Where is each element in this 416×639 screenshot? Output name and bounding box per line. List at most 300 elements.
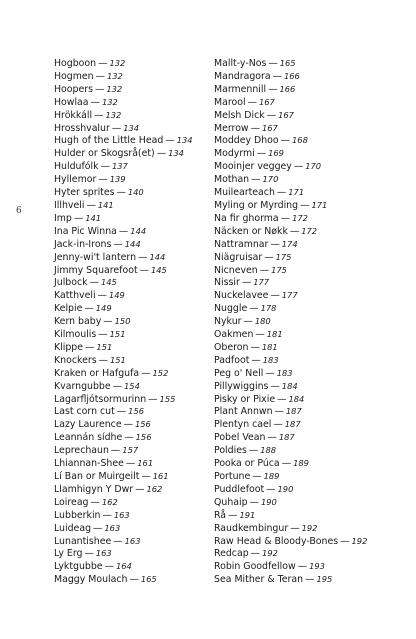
index-term: Mooinjer veggey xyxy=(214,161,292,173)
em-dash-separator: — xyxy=(228,509,238,521)
index-term: Huldufólk xyxy=(54,161,99,173)
index-entry xyxy=(214,199,410,212)
em-dash-separator: — xyxy=(113,238,123,250)
em-dash-separator: — xyxy=(248,445,259,457)
index-entry xyxy=(214,483,410,496)
index-term: Julbock xyxy=(54,277,88,289)
index-entry xyxy=(214,457,410,470)
page-reference: 161 xyxy=(152,471,169,481)
page-reference: 149 xyxy=(108,290,125,301)
index-entry xyxy=(54,225,214,238)
em-dash-separator: — xyxy=(102,509,112,521)
index-entry xyxy=(214,264,410,277)
index-entry xyxy=(54,251,214,264)
page-reference: 175 xyxy=(275,251,292,262)
index-entry xyxy=(54,483,214,496)
em-dash-separator: — xyxy=(86,199,96,211)
index-entry xyxy=(54,457,214,470)
page-reference: 132 xyxy=(101,96,118,107)
index-entry xyxy=(214,380,410,393)
page-reference: 140 xyxy=(127,187,144,198)
index-term: Nattramnar xyxy=(214,238,269,250)
page-reference: 145 xyxy=(151,264,167,275)
index-entry xyxy=(214,418,410,431)
index-term: Lagarfljótsormurinn xyxy=(54,393,147,405)
index-entry xyxy=(214,328,410,341)
em-dash-separator: — xyxy=(156,148,167,160)
index-entry xyxy=(214,134,410,147)
index-entry xyxy=(214,96,410,109)
index-term: Pobel Vean xyxy=(214,432,266,444)
index-entry xyxy=(214,212,410,225)
index-entry xyxy=(214,560,410,573)
em-dash-separator: — xyxy=(268,83,278,95)
em-dash-separator: — xyxy=(250,548,261,560)
index-term: Pooka or Púca xyxy=(214,458,280,470)
em-dash-separator: — xyxy=(129,574,139,586)
index-term: Loireag xyxy=(54,496,89,508)
index-entry xyxy=(54,109,214,122)
index-term: Hogboon xyxy=(54,58,97,69)
page-reference: 180 xyxy=(254,316,271,327)
index-term: Lunantishee xyxy=(54,535,112,547)
index-entry xyxy=(214,444,410,457)
page-reference: 132 xyxy=(105,109,122,120)
index-term: Kelpie xyxy=(54,303,83,315)
page-reference: 166 xyxy=(279,83,296,94)
page-reference: 139 xyxy=(109,174,126,185)
em-dash-separator: — xyxy=(139,264,149,276)
page-reference: 187 xyxy=(284,419,301,430)
page-reference: 181 xyxy=(261,341,278,352)
index-entry xyxy=(214,173,410,186)
em-dash-separator: — xyxy=(251,354,261,366)
index-entry xyxy=(54,328,214,341)
em-dash-separator: — xyxy=(276,187,287,199)
em-dash-separator: — xyxy=(249,496,259,508)
page-reference: 177 xyxy=(253,277,270,288)
em-dash-separator: — xyxy=(116,406,127,418)
page-reference: 141 xyxy=(97,199,114,210)
page-reference: 187 xyxy=(285,406,302,417)
index-term: Peg o' Nell xyxy=(214,367,264,379)
index-entry xyxy=(54,276,214,289)
em-dash-separator: — xyxy=(141,367,151,379)
index-term: Lhiannan-Shee xyxy=(54,458,124,470)
page-reference: 166 xyxy=(284,70,300,81)
index-term: Portune xyxy=(214,471,251,482)
em-dash-separator: — xyxy=(300,199,310,211)
index-entry xyxy=(214,160,410,173)
index-term: Myling or Myrding xyxy=(214,199,299,211)
page-reference: 144 xyxy=(130,225,147,236)
em-dash-separator: — xyxy=(241,277,252,289)
page-reference: 151 xyxy=(109,329,126,340)
index-entry xyxy=(54,405,214,418)
index-term: Näcken or Nøkk xyxy=(214,225,288,237)
index-term: Raudkembingur xyxy=(214,522,289,534)
em-dash-separator: — xyxy=(255,329,265,341)
em-dash-separator: — xyxy=(111,122,122,134)
em-dash-separator: — xyxy=(293,161,304,173)
index-term: Hrosshvalur xyxy=(54,122,110,134)
em-dash-separator: — xyxy=(110,445,121,457)
page-reference: 195 xyxy=(316,574,333,585)
em-dash-separator: — xyxy=(84,548,94,560)
page-reference: 163 xyxy=(113,509,130,520)
index-entry xyxy=(54,173,214,186)
index-term: Maggy Moulach xyxy=(54,574,128,586)
index-entry xyxy=(54,96,214,109)
page-reference: 163 xyxy=(124,535,141,546)
index-term: Katthveli xyxy=(54,290,96,302)
index-term: Ina Pic Winna xyxy=(54,225,117,237)
index-entry xyxy=(54,134,214,147)
page-reference: 190 xyxy=(260,496,277,507)
em-dash-separator: — xyxy=(100,161,110,173)
page-reference: 161 xyxy=(137,458,154,469)
page-reference: 155 xyxy=(159,393,176,404)
index-entry xyxy=(214,70,410,83)
index-term: Hogmen xyxy=(54,70,94,82)
em-dash-separator: — xyxy=(98,329,108,341)
em-dash-separator: — xyxy=(280,212,291,224)
em-dash-separator: — xyxy=(270,238,280,250)
em-dash-separator: — xyxy=(94,83,105,95)
index-term: Plant Annwn xyxy=(214,406,273,418)
index-term: Luideag xyxy=(54,522,92,534)
em-dash-separator: — xyxy=(252,471,262,482)
index-entry xyxy=(54,147,214,160)
page-reference: 178 xyxy=(260,303,277,314)
index-term: Klippe xyxy=(54,341,84,353)
index-term: Howlaa xyxy=(54,96,89,108)
index-term: Kilmoulis xyxy=(54,329,97,341)
em-dash-separator: — xyxy=(97,290,107,302)
index-entry xyxy=(54,560,214,573)
index-entry xyxy=(54,83,214,96)
index-term: Mandragora xyxy=(214,70,271,82)
index-term: Redcap xyxy=(214,548,249,560)
index-entry xyxy=(54,289,214,302)
em-dash-separator: — xyxy=(340,535,350,547)
page-reference: 132 xyxy=(106,83,123,94)
em-dash-separator: — xyxy=(116,187,126,199)
index-term: Robin Goodfellow xyxy=(214,561,296,573)
page-reference: 154 xyxy=(124,380,140,391)
em-dash-separator: — xyxy=(274,406,284,418)
index-entry xyxy=(54,547,214,560)
index-column-right xyxy=(214,57,410,586)
index-term: Llamhigyn Y Dwr xyxy=(54,483,134,495)
em-dash-separator: — xyxy=(290,522,300,534)
em-dash-separator: — xyxy=(113,535,123,547)
page-reference: 165 xyxy=(140,574,157,585)
index-entry xyxy=(54,160,214,173)
em-dash-separator: — xyxy=(112,380,123,392)
em-dash-separator: — xyxy=(247,96,257,108)
index-entry xyxy=(54,509,214,522)
index-entry xyxy=(214,83,410,96)
index-entry xyxy=(54,354,214,367)
index-entry xyxy=(214,522,410,535)
em-dash-separator: — xyxy=(273,419,283,431)
page-reference: 192 xyxy=(301,522,318,533)
index-entry xyxy=(214,122,410,135)
index-term: Oakmen xyxy=(214,329,254,341)
page-reference: 152 xyxy=(152,367,169,378)
index-term: Lazy Laurence xyxy=(54,419,122,431)
em-dash-separator: — xyxy=(95,70,105,82)
index-entry xyxy=(214,573,410,586)
page-reference: 193 xyxy=(309,561,325,572)
page-reference: 189 xyxy=(263,471,280,481)
index-term: Jenny-wi't lantern xyxy=(54,251,137,263)
em-dash-separator: — xyxy=(103,316,113,328)
index-entry xyxy=(214,341,410,354)
index-term: Na fir ghorma xyxy=(214,212,279,224)
index-entry xyxy=(214,496,410,509)
index-entry xyxy=(54,212,214,225)
index-term: Leprechaun xyxy=(54,445,109,457)
index-term: Last corn cut xyxy=(54,406,115,418)
em-dash-separator: — xyxy=(270,380,280,392)
page-reference: 167 xyxy=(261,122,278,133)
page-reference: 169 xyxy=(268,148,284,159)
em-dash-separator: — xyxy=(124,432,134,444)
index-entry xyxy=(54,264,214,277)
index-term: Hyter sprites xyxy=(54,187,115,199)
page-reference: 134 xyxy=(176,135,193,146)
index-term: Pisky or Pixie xyxy=(214,393,276,405)
page-reference: 163 xyxy=(104,522,121,533)
index-entry xyxy=(54,302,214,315)
page-reference: 174 xyxy=(281,238,298,249)
page-reference: 167 xyxy=(258,96,275,107)
page-reference: 134 xyxy=(123,122,140,133)
page-reference: 151 xyxy=(96,341,113,352)
em-dash-separator: — xyxy=(165,135,175,147)
em-dash-separator: — xyxy=(265,367,275,379)
em-dash-separator: — xyxy=(249,303,259,315)
page-reference: 189 xyxy=(293,458,309,469)
em-dash-separator: — xyxy=(259,264,270,276)
index-term: Nykur xyxy=(214,316,242,328)
page-reference: 150 xyxy=(114,316,131,327)
em-dash-separator: — xyxy=(272,70,282,82)
index-term: Jack-in-Irons xyxy=(54,238,112,250)
page-reference: 168 xyxy=(292,135,308,146)
page-reference: 191 xyxy=(239,509,256,520)
em-dash-separator: — xyxy=(280,135,291,147)
index-term: Leannán sídhe xyxy=(54,432,123,444)
em-dash-separator: — xyxy=(267,432,277,444)
index-term: Lí Ban or Muirgeilt xyxy=(54,471,140,482)
em-dash-separator: — xyxy=(264,251,274,263)
index-term: Muilearteach xyxy=(214,187,275,199)
page-reference: 167 xyxy=(278,109,294,120)
page-reference: 172 xyxy=(301,225,318,236)
index-term: Knockers xyxy=(54,354,97,366)
index-term: Kern baby xyxy=(54,316,102,328)
index-term: Puddlefoot xyxy=(214,483,265,495)
em-dash-separator: — xyxy=(98,58,108,69)
em-dash-separator: — xyxy=(138,251,148,263)
page-reference: 163 xyxy=(95,548,112,559)
index-term: Kvarngubbe xyxy=(54,380,111,392)
index-entry xyxy=(214,393,410,406)
index-entry xyxy=(214,302,410,315)
em-dash-separator: — xyxy=(84,303,94,315)
page-reference: 175 xyxy=(271,264,287,275)
page-reference: 188 xyxy=(260,445,277,456)
em-dash-separator: — xyxy=(93,522,103,534)
page-reference: 170 xyxy=(262,174,279,185)
index-term: Ly Erg xyxy=(54,548,83,560)
index-term: Nuggle xyxy=(214,303,248,315)
em-dash-separator: — xyxy=(297,561,308,573)
index-entry xyxy=(54,57,214,70)
em-dash-separator: — xyxy=(73,212,84,224)
index-term: Marool xyxy=(214,96,246,108)
page-reference: 183 xyxy=(276,367,293,378)
page-reference: 156 xyxy=(128,406,145,417)
index-entry xyxy=(214,57,410,70)
index-entry xyxy=(214,405,410,418)
index-term: Rå xyxy=(214,509,227,521)
page-reference: 181 xyxy=(266,329,283,340)
index-term: Melsh Dick xyxy=(214,109,265,121)
page-reference: 190 xyxy=(277,483,294,494)
page-reference: 165 xyxy=(279,58,296,68)
index-term: Marmennill xyxy=(214,83,267,95)
index-term: Raw Head & Bloody-Bones xyxy=(214,535,339,547)
index-term: Poldies xyxy=(214,445,247,457)
index-entry xyxy=(214,354,410,367)
index-entry xyxy=(54,418,214,431)
index-entry xyxy=(54,380,214,393)
em-dash-separator: — xyxy=(250,122,260,134)
em-dash-separator: — xyxy=(90,496,100,508)
index-entry xyxy=(214,225,410,238)
index-term: Imp xyxy=(54,212,72,224)
em-dash-separator: — xyxy=(289,225,300,237)
em-dash-separator: — xyxy=(89,277,99,289)
page-reference: 184 xyxy=(288,393,305,404)
page-reference: 172 xyxy=(292,212,308,223)
page-reference: 170 xyxy=(305,161,322,172)
index-entry xyxy=(54,470,214,483)
index-term: Merrow xyxy=(214,122,249,134)
index-entry xyxy=(54,238,214,251)
index-entry xyxy=(54,496,214,509)
page-reference: 157 xyxy=(122,445,139,456)
index-term: Moddey Dhoo xyxy=(214,135,279,147)
index-entry xyxy=(214,315,410,328)
em-dash-separator: — xyxy=(90,96,100,108)
index-term: Sea Mither & Teran xyxy=(214,574,304,586)
index-entry xyxy=(54,444,214,457)
index-term: Mallt-y-Nos xyxy=(214,58,267,69)
em-dash-separator: — xyxy=(305,574,315,586)
index-term: Pillywiggins xyxy=(214,380,269,392)
index-term: Jimmy Squarefoot xyxy=(54,264,138,276)
index-term: Padfoot xyxy=(214,354,250,366)
em-dash-separator: — xyxy=(148,393,158,405)
page-reference: 162 xyxy=(146,483,163,494)
page-reference: 183 xyxy=(262,354,279,365)
page-reference: 192 xyxy=(351,535,368,546)
page-reference: 171 xyxy=(288,187,305,198)
em-dash-separator: — xyxy=(250,341,260,353)
page-reference: 134 xyxy=(168,148,184,159)
page-reference: 132 xyxy=(106,70,123,81)
em-dash-separator: — xyxy=(135,483,145,495)
index-term: Modyrmi xyxy=(214,148,255,160)
index-entry xyxy=(214,535,410,548)
index-entry xyxy=(54,186,214,199)
index-entry xyxy=(214,431,410,444)
index-entry xyxy=(54,367,214,380)
em-dash-separator: — xyxy=(141,471,151,482)
index-entry xyxy=(54,535,214,548)
em-dash-separator: — xyxy=(104,561,114,573)
page-reference: 187 xyxy=(278,432,295,443)
index-term: Plentyn cael xyxy=(214,419,272,431)
em-dash-separator: — xyxy=(243,316,253,328)
em-dash-separator: — xyxy=(256,148,267,160)
index-entry xyxy=(214,509,410,522)
page-reference: 156 xyxy=(135,432,152,443)
page-reference: 132 xyxy=(109,58,126,68)
index-entry xyxy=(54,393,214,406)
page-reference: 144 xyxy=(124,238,141,249)
index-term: Illhveli xyxy=(54,199,85,211)
index-entry xyxy=(54,522,214,535)
index-term: Nicneven xyxy=(214,264,258,276)
index-term: Hyllemor xyxy=(54,174,97,186)
em-dash-separator: — xyxy=(270,290,280,302)
index-entry xyxy=(214,238,410,251)
index-term: Hugh of the Little Head xyxy=(54,135,164,147)
em-dash-separator: — xyxy=(251,174,261,186)
page-reference: 177 xyxy=(281,290,298,301)
index-term: Kraken or Hafgufa xyxy=(54,367,140,379)
index-entry xyxy=(214,147,410,160)
em-dash-separator: — xyxy=(118,225,129,237)
page-reference: 151 xyxy=(109,354,126,365)
page-reference: 145 xyxy=(100,277,117,288)
page-reference: 164 xyxy=(115,561,132,572)
index-term: Oberon xyxy=(214,341,249,353)
page-number: 6 xyxy=(16,206,22,216)
index-entry xyxy=(214,251,410,264)
index-term: Niägruisar xyxy=(214,251,263,263)
index-term: Hrökkáll xyxy=(54,109,93,121)
page-reference: 141 xyxy=(85,212,102,223)
index-entry xyxy=(214,367,410,380)
index-term: Hoopers xyxy=(54,83,93,95)
index-entry xyxy=(214,276,410,289)
page-reference: 156 xyxy=(134,419,151,430)
em-dash-separator: — xyxy=(266,109,277,121)
index-entry xyxy=(214,547,410,560)
index-entry xyxy=(54,315,214,328)
em-dash-separator: — xyxy=(125,458,136,470)
index-term: Nuckelavee xyxy=(214,290,269,302)
index-entry xyxy=(214,470,410,483)
page-reference: 171 xyxy=(311,199,328,210)
